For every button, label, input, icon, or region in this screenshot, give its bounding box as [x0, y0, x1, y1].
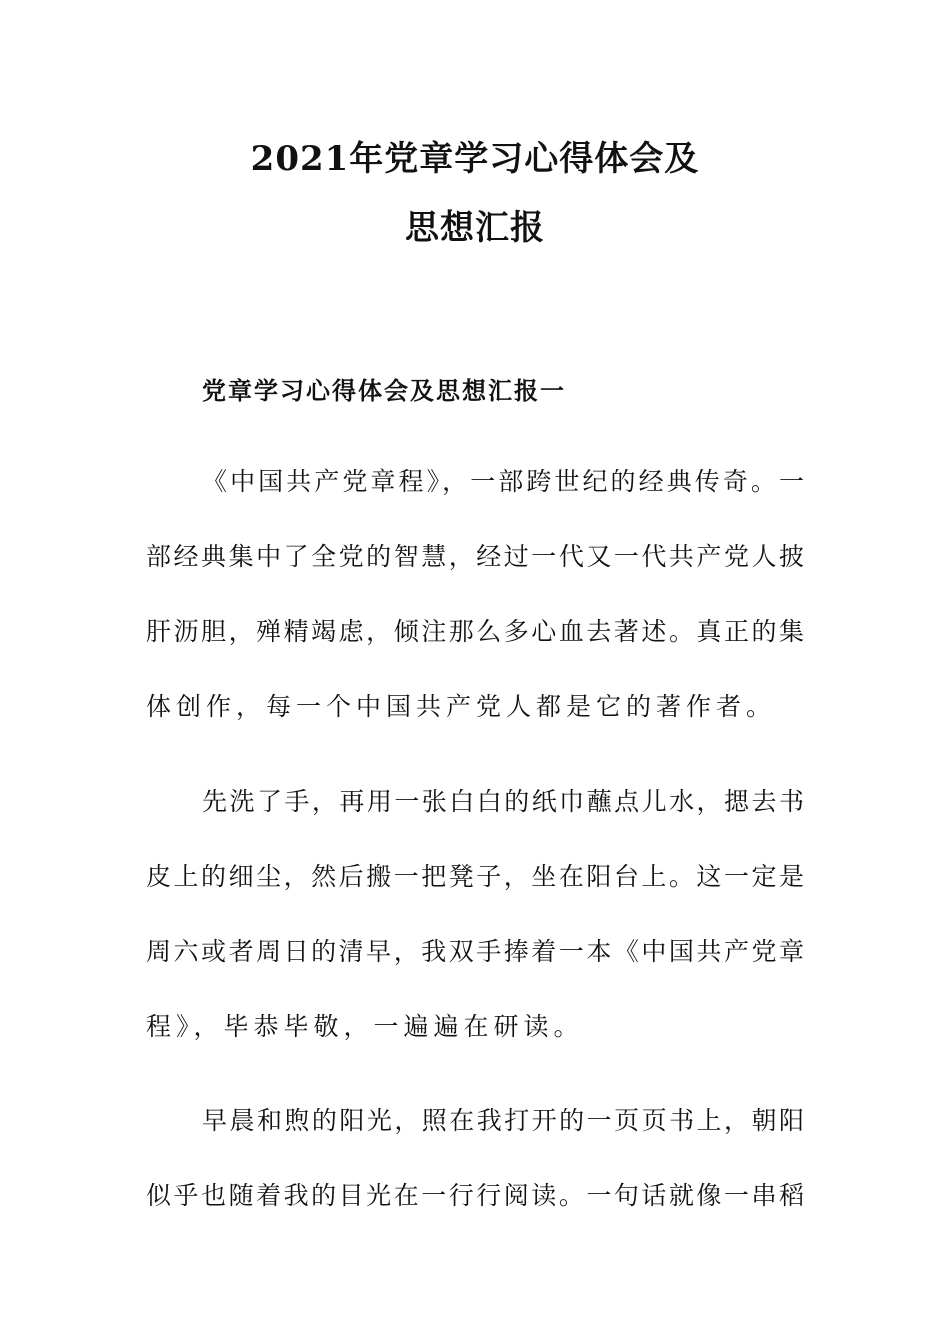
paragraph-line: 似乎也随着我的目光在一行行阅读。一句话就像一串稻: [146, 1181, 804, 1210]
paragraph-line: 先洗了手，再用一张白白的纸巾蘸点儿水，揌去书: [202, 787, 804, 816]
paragraph-line: 《中国共产党章程》，一部跨世纪的经典传奇。一: [202, 467, 804, 496]
paragraph-line: 体创作，每一个中国共产党人都是它的著作者。: [146, 692, 777, 721]
section-heading: 党章学习心得体会及思想汇报一: [202, 376, 566, 405]
document-title-line-1: 2021年党章学习心得体会及: [250, 139, 700, 179]
paragraph-line: 周六或者周日的清早，我双手捧着一本《中国共产党章: [146, 937, 804, 966]
paragraph-line: 皮上的细尘，然后搬一把凳子，坐在阳台上。这一定是: [146, 862, 804, 891]
paragraph-line: 肝沥胆，殚精竭虑，倾注那么多心血去著述。真正的集: [146, 617, 804, 646]
paragraph-line: 早晨和煦的阳光，照在我打开的一页页书上，朝阳: [202, 1106, 804, 1135]
document-title-line-2: 思想汇报: [405, 208, 545, 248]
paragraph-line: 部经典集中了全党的智慧，经过一代又一代共产党人披: [146, 542, 804, 571]
paragraph-line: 程》，毕恭毕敬，一遍遍在研读。: [146, 1012, 584, 1041]
